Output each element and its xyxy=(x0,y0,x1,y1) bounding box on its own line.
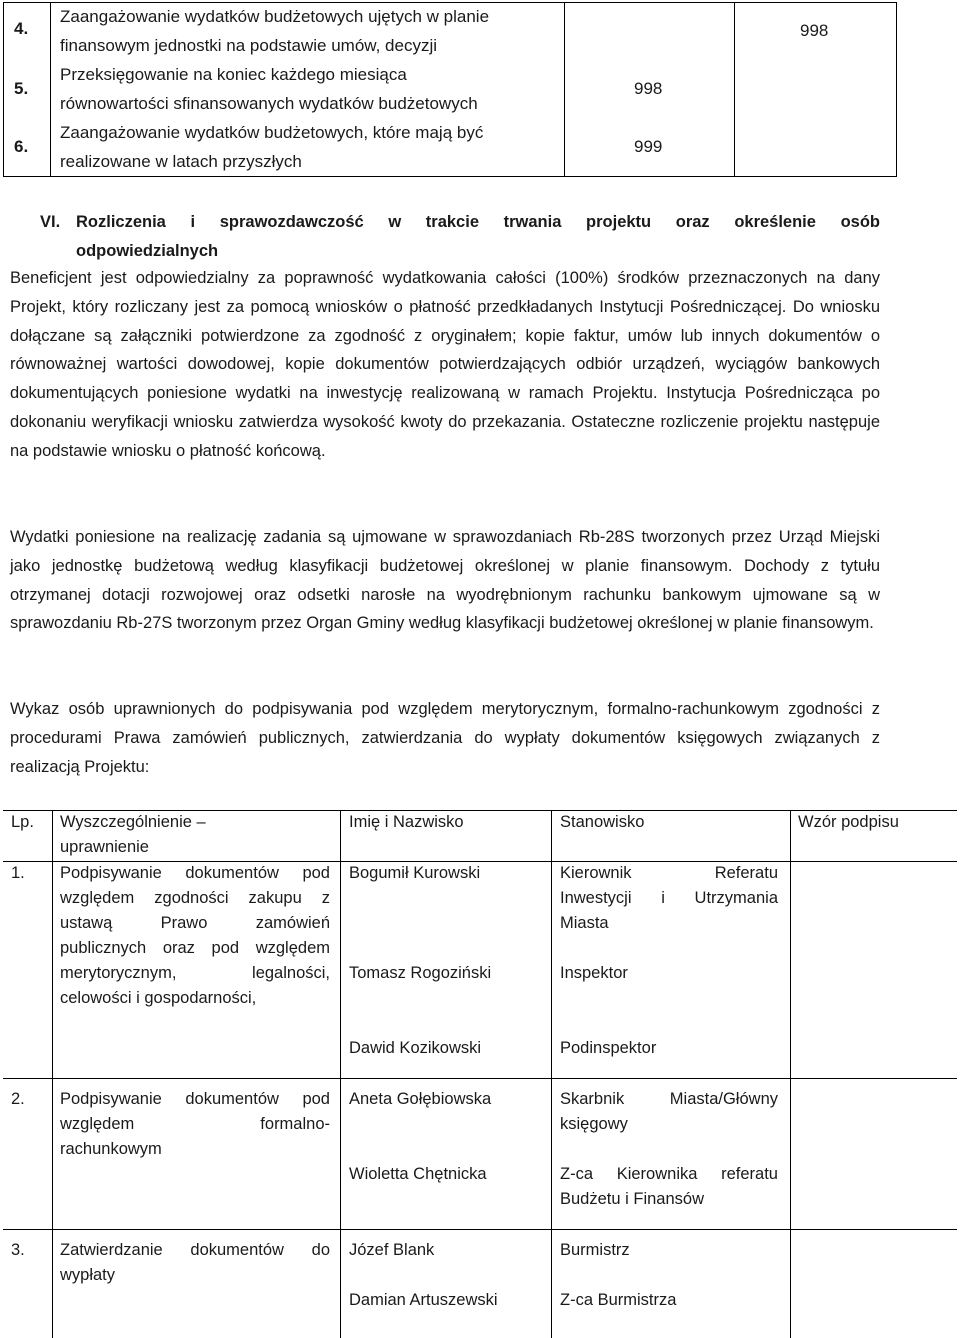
table-divider xyxy=(564,3,565,176)
header-text: uprawnienie xyxy=(60,838,149,856)
text-line: Miasta xyxy=(560,914,609,932)
text-line: Inwestycji i Utrzymania xyxy=(560,889,778,907)
person-name: Aneta Gołębiowska xyxy=(349,1090,492,1108)
person-name: Bogumił Kurowski xyxy=(349,864,481,882)
person-name: Tomasz Rogoziński xyxy=(349,964,492,982)
row-number: 6. xyxy=(14,137,29,156)
person-position: Podinspektor xyxy=(560,1039,657,1057)
signatories-table xyxy=(3,810,957,1338)
paragraph-settlement: Beneficjent jest odpowiedzialny za poprawność wydatkowania całości (100%) środków przeznaczonych na dany Projekt, który rozliczany jest za pomocą wniosków o płatność przedkładanych Instytucji Pośredniczącej. Do wniosku dołączane są załączniki potwierdzone za zgodność z oryginałem; kopie faktur, umów lub innych dokumentów o równoważnej wartości dowodowej, kopie dokumentów potwierdzających odbiór urządzeń, wyciągów bankowych dokumentujących poniesione wydatki na inwestycję realizowaną w ramach Projektu. Instytucja Pośrednicząca po dokonaniu weryfikacji wniosku zatwierdza wysokość kwoty do przekazania. Ostateczne rozliczenie projektu następuje na podstawie wniosku o płatność końcową. xyxy=(10,269,880,460)
text-line: celowości i gospodarności, xyxy=(60,989,257,1007)
text-line: względem formalno- xyxy=(60,1115,330,1133)
table-border xyxy=(3,1078,957,1079)
budget-code: 998 xyxy=(634,79,663,98)
text-line: ustawą Prawo zamówień xyxy=(60,914,330,932)
row-lp: 3. xyxy=(11,1241,25,1259)
table-border xyxy=(790,810,791,1338)
person-position xyxy=(560,1087,778,1137)
text-line: finansowym jednostki na podstawie umów, decyzji xyxy=(60,35,438,55)
section-title: Rozliczenia i sprawozdawczość w trakcie trwania projektu oraz określenie osób xyxy=(76,213,880,231)
person-position xyxy=(560,861,778,936)
table-border xyxy=(340,810,341,1338)
text-line: Skarbnik Miasta/Główny xyxy=(560,1090,778,1108)
row-description xyxy=(60,61,540,118)
text-line: Podpisywanie dokumentów pod xyxy=(60,1090,330,1108)
row-description xyxy=(60,119,540,176)
header-signature: Wzór podpisu xyxy=(798,813,899,831)
header-lp: Lp. xyxy=(11,813,34,831)
person-name: Józef Blank xyxy=(349,1241,435,1259)
row-lp: 2. xyxy=(11,1090,25,1108)
row-description xyxy=(60,3,540,60)
budget-codes-table xyxy=(3,2,897,177)
text-line: wypłaty xyxy=(60,1266,116,1284)
text-line: Przeksięgowanie na koniec każdego miesiąca xyxy=(60,65,407,84)
text-line: Podpisywanie dokumentów pod xyxy=(60,864,330,882)
table-border xyxy=(52,810,53,1338)
row-number: 4. xyxy=(14,19,29,38)
text-line: Zaangażowanie wydatków budżetowych ujętych w planie xyxy=(60,7,490,26)
table-divider xyxy=(734,3,735,176)
section-number: VI. xyxy=(40,213,61,231)
text-line: Zaangażowanie wydatków budżetowych, które mają być xyxy=(60,123,484,142)
budget-code: 998 xyxy=(800,21,829,40)
header-description xyxy=(60,810,330,860)
text-line: Z-ca Kierownika referatu xyxy=(560,1165,778,1183)
person-position xyxy=(560,1162,778,1212)
header-text: Wyszczególnienie – xyxy=(60,813,206,831)
budget-code: 999 xyxy=(634,137,663,156)
text-line: Kierownik Referatu xyxy=(560,864,778,882)
person-name: Wioletta Chętnicka xyxy=(349,1165,487,1183)
person-name: Damian Artuszewski xyxy=(349,1291,498,1309)
paragraph-reporting: Wydatki poniesione na realizację zadania są ujmowane w sprawozdaniach Rb-28S tworzonych przez Urząd Miejski jako jednostkę budżetową według klasyfikacji budżetowej określonej w planie finansowym. Dochody z tytułu otrzymanej dotacji rozwojowej oraz odsetki narosłe na wyodrębnionym rachunku bankowym ujmowane są w sprawozdaniu Rb-27S tworzonym przez Organ Gminy według klasyfikacji budżetowej określonej w planie finansowym. xyxy=(10,528,880,633)
text-line: księgowy xyxy=(560,1115,628,1133)
text-line: równowartości sfinansowanych wydatków budżetowych xyxy=(60,93,478,113)
person-position: Inspektor xyxy=(560,964,628,982)
table-border xyxy=(3,1229,957,1230)
row-description xyxy=(60,861,330,1011)
header-name: Imię i Nazwisko xyxy=(349,813,464,831)
header-description-line xyxy=(60,810,330,835)
text-line: Zatwierdzanie dokumentów do xyxy=(60,1241,330,1259)
header-position: Stanowisko xyxy=(560,813,645,831)
text-line: merytorycznym, legalności, xyxy=(60,964,330,982)
person-position: Burmistrz xyxy=(560,1241,630,1259)
paragraph-authorized-list: Wykaz osób uprawnionych do podpisywania pod względem merytorycznym, formalno-rachunkowym zgodności z procedurami Prawa zamówień publicznych, zatwierdzania do wypłaty dokumentów księgowych związanych z realizacją Projektu: xyxy=(10,700,880,776)
text-line: Budżetu i Finansów xyxy=(560,1190,704,1208)
table-divider xyxy=(50,3,51,176)
row-description xyxy=(60,1087,330,1162)
person-name: Dawid Kozikowski xyxy=(349,1039,482,1057)
row-description xyxy=(60,1238,330,1288)
section-title-continued: odpowiedzialnych xyxy=(76,241,219,260)
text-line: publicznych oraz pod względem xyxy=(60,939,330,957)
text-line: realizowane w latach przyszłych xyxy=(60,151,302,171)
row-lp: 1. xyxy=(11,864,25,882)
person-position: Z-ca Burmistrza xyxy=(560,1291,677,1309)
text-line: względem zgodności zakupu z xyxy=(60,889,330,907)
row-number: 5. xyxy=(14,79,29,98)
table-border xyxy=(551,810,552,1338)
text-line: rachunkowym xyxy=(60,1140,162,1158)
